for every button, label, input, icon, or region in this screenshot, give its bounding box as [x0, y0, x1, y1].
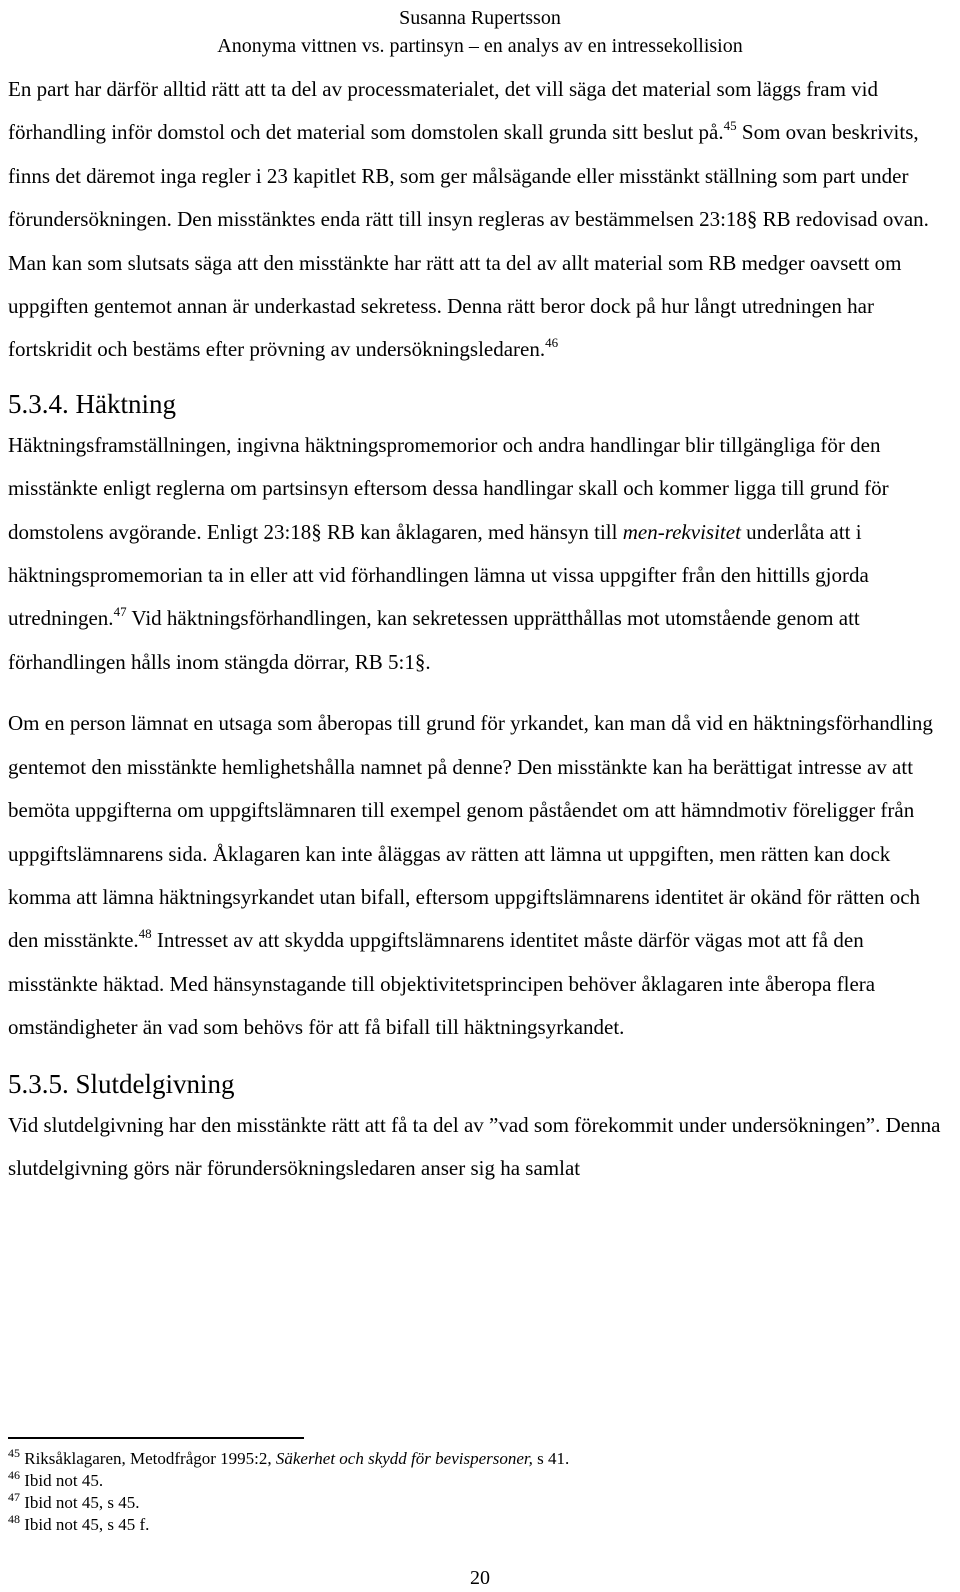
- paragraph-partinsyn: En part har därför alltid rätt att ta del av processmaterialet, det vill säga det material som läggs fram vid förhandling inför domstol och det material som domstolen skall grunda sitt beslut på.$^{45}$ Som ovan beskrivits, finns det däremot inga regler i 23 kapitlet RB, som ger målsägande eller misstänkt ställning som part under förundersökningen. Den misstänktes enda rätt till insyn regleras av bestämmelsen 23:18§ RB redovisad ovan. Man kan som slutsats säga att den misstänkte har rätt att ta del av allt material som RB medger oavsett om uppgiften gentemot annan är underkastad sekretess. Denna rätt beror dock på hur långt utredningen har fortskridit och bestäms efter prövning av undersökningsledaren.$^{46}$: [8, 77, 929, 362]
- footnote-ref-46[interactable]: 46: [545, 335, 559, 351]
- paragraph-slutdelgivning: Vid slutdelgivning har den misstänkte rätt att få ta del av ”vad som förekommit under undersökningen”. Denna slutdelgivning görs när förundersökningsledaren anser sig ha samlat: [8, 1112, 941, 1180]
- footnote-ref-45[interactable]: 45: [723, 118, 737, 134]
- term-men-rekvisitet: men-rekvisitet: [622, 519, 741, 544]
- header-title: Anonyma vittnen vs. partinsyn – en analys av en intressekollision: [217, 35, 743, 57]
- page-header: [0, 4, 960, 60]
- section-heading-haktning: 5.3.4. Häktning: [8, 388, 176, 419]
- footnote-divider: [8, 1437, 304, 1439]
- paragraph-haktning: Häktningsframställningen, ingivna häktningspromemorior och andra handlingar blir tillgängliga för den misstänkte enligt reglerna om partsinsyn eftersom dessa handlingar skall och kommer ligga till grund för domstolens avgörande. Enligt 23:18§ RB kan åklagaren, med hänsyn till men-rekvisitet underlåta att i häktningspromemorian ta in eller att vid förhandlingen lämna ut vissa uppgifter från den hittills gjorda utredningen.$^{47}$ Vid häktningsförhandlingen, kan sekretessen upprätthållas mot utomstående genom att förhandlingen hålls inom stängda dörrar, RB 5:1§.: [8, 432, 889, 674]
- footnote-48: $^{48}$ Ibid not 45, s 45 f.: [8, 1512, 150, 1534]
- paragraph-uppgiftslamnare: Om en person lämnat en utsaga som åberopas till grund för yrkandet, kan man då vid en häktningsförhandling gentemot den misstänkte hemlighetshålla namnet på denne? Den misstänkte kan ha berättigat intresse av att bemöta uppgifterna om uppgiftslämnaren till exempel genom påståendet om att hämndmotiv föreligger från uppgiftslämnarens sida. Åklagaren kan inte åläggas av rätten att lämna ut uppgiften, men rätten kan dock komma att lämna häktningsyrkandet utan bifall, eftersom uppgiftslämnarens identitet är okänd för rätten och den misstänkte.$^{48}$ Intresset av att skydda uppgiftslämnarens identitet måste därför vägas mot att få den misstänkte häktad. Med hänsynstagande till objektivitetsprincipen behöver åklagaren inte åberopa flera omständigheter än vad som behövs för att få bifall till häktningsyrkandet.: [8, 711, 933, 1040]
- footnote-ref-47[interactable]: 47: [113, 604, 127, 620]
- section-sign: §: [746, 207, 758, 232]
- body-text: [8, 68, 952, 1190]
- header-author: Susanna Rupertsson: [399, 7, 561, 29]
- section-sign: §: [311, 519, 322, 544]
- section-sign: §: [414, 649, 426, 674]
- footnotes: [8, 1448, 952, 1536]
- footnote-45: $^{45}$ Riksåklagaren, Metodfrågor 1995:2, Säkerhet och skydd för bevispersoner, s 41.: [8, 1446, 570, 1468]
- footnote-46: $^{46}$ Ibid not 45.: [8, 1468, 104, 1490]
- footnote-ref-48[interactable]: 48: [138, 926, 152, 942]
- page-number: 20: [470, 1567, 490, 1589]
- footnote-47: $^{47}$ Ibid not 45, s 45.: [8, 1490, 140, 1512]
- section-heading-slutdelgivning: 5.3.5. Slutdelgivning: [8, 1068, 235, 1099]
